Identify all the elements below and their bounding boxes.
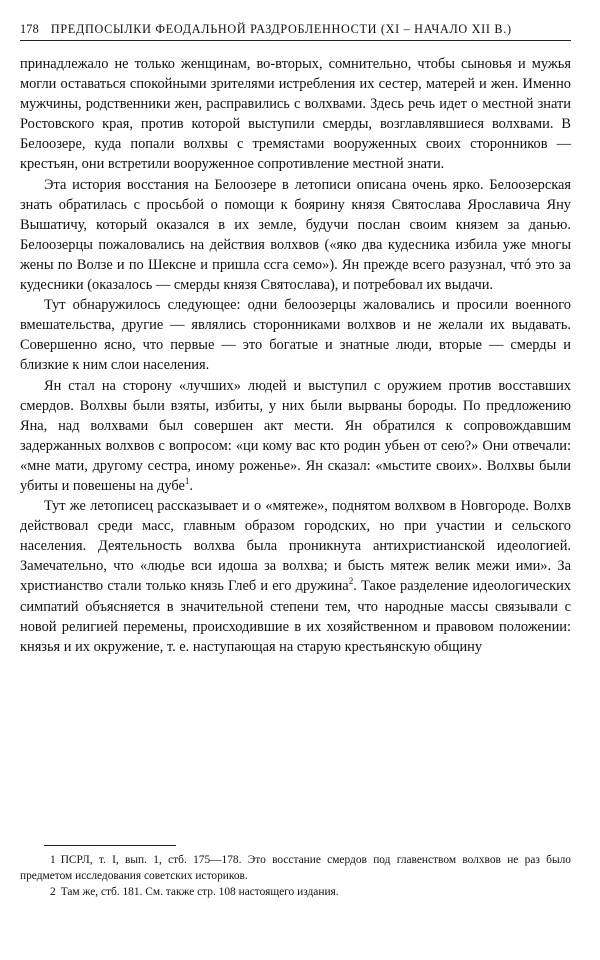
page-number: 178 bbox=[20, 22, 39, 36]
paragraph-3: Тут обнаружилось следующее: одни белоозерцы жаловались и просили военного вмешательства, другие — являлись сторонниками волхвов и не желали их выдавать. Совершенно ясно, что первые — это богатые и знатные люди, вторые — смерды и близкие к ним слои населения. bbox=[20, 297, 571, 374]
footnote-1 bbox=[20, 852, 571, 884]
footnote-1-text: ПСРЛ, т. I, вып. 1, стб. 175—178. Это восстание смердов под главенством волхвов не раз было предметом исследования советских историков. bbox=[20, 854, 571, 882]
header-rule bbox=[20, 40, 571, 41]
footnote-2-text: Там же, стб. 181. См. также стр. 108 настоящего издания. bbox=[60, 886, 339, 898]
footnote-2-number: 2 bbox=[50, 886, 56, 898]
paragraph-2: Эта история восстания на Белоозере в летописи описана очень ярко. Белоозерская знать обратилась с просьбой о помощи к боярину князя Святослава Ярославича Яну Вышатичу, который оказался в их земле, будучи послан своим князем за данью. Белоозерцы пожаловались на действия волхвов («яко два кудесника избила уже многы жены по Волзе и по Шексне и пришла ссга семо»). Ян прежде всего разузнал, чтó это за кудесники (оказалось — смерды князя Святослава), и потребовал их выдачи. bbox=[20, 176, 571, 294]
footnote-ref-2: 2 bbox=[348, 576, 354, 587]
paragraph-5-text-a: Тут же летописец рассказывает и о «мятеже», поднятом волхвом в Новгороде. Волхв действовал среди масс, главным образом городских, но при участии и сельского населения. Деятельность волхва была проникнута антихристианской идеологией. Замечательно, что «людье вси идоша за волхва; и бысть мятеж велик межи ими». За христианство стали только князь Глеб и его дружина bbox=[20, 498, 571, 595]
paragraph-4-text: Ян стал на сторону «лучших» людей и выступил с оружием против восставших смердов. Волхвы были взяты, избиты, у них были вырваны бороды. По предложению Яна, над волхвами был совершен акт мести. Ян обратился к сопровождавшим задержанных волхвов с вопросом: «ци кому вас кто родин убьен от сею?» Они отвечали: «мне мати, другому сестра, иному роженье». Ян сказал: «мьстите своих». Волхвы были убиты и повешены на дубе bbox=[20, 377, 571, 494]
footnote-1-number: 1 bbox=[50, 854, 56, 866]
paragraph-5-text-b: . Такое разделение идеологических симпатий объясняется в значительной степени тем, что народные массы связывали с новой религией перемены, происходившие в их хозяйственном и правовом положении: князья и их окружение, т. е. наступающая на старую крестьянскую общину bbox=[20, 578, 571, 655]
footnote-rule bbox=[44, 845, 176, 846]
footnote-2 bbox=[20, 884, 571, 900]
running-header bbox=[20, 22, 572, 37]
running-title: ПРЕДПОСЫЛКИ ФЕОДАЛЬНОЙ РАЗДРОБЛЕННОСТИ (XI – НАЧАЛО XII В.) bbox=[50, 22, 512, 36]
footnote-ref-1: 1 bbox=[184, 476, 190, 487]
paragraph-4 bbox=[20, 376, 571, 497]
body-text bbox=[20, 54, 571, 657]
paragraph-4-end: . bbox=[189, 477, 193, 494]
footnotes bbox=[20, 852, 571, 900]
paragraph-5 bbox=[20, 496, 571, 657]
paragraph-1: принадлежало не только женщинам, во-вторых, сомнительно, чтобы сыновья и мужья могли оставаться спокойными зрителями истребления их сестер, матерей и жен. Именно мужчины, родственники жен, расправились с волхвами. Здесь речь идет о местной знати Ростовского края, против которой выступили смерды, возглавлявшиеся волхвами. В Белоозере, куда попали волхвы с тремястами вооруженных своих сторонников — крестьян, они встретили вооруженное сопротивление местной знати. bbox=[20, 56, 571, 173]
